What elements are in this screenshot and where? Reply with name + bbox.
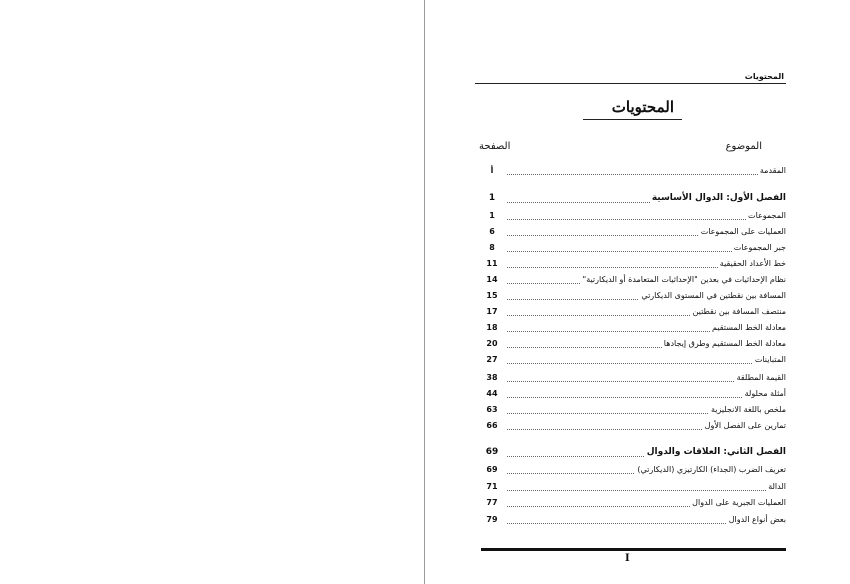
running-header: المحتويات <box>744 72 784 81</box>
toc-entry[interactable] <box>485 227 786 239</box>
toc-entry-page: 38 <box>486 373 498 382</box>
toc-entry-label: تعريف الضرب (الجداء) الكارتيزي (الديكارتي) <box>637 465 786 474</box>
toc-entry-page: 18 <box>486 323 498 332</box>
toc-entry-label: معادلة الخط المستقيم <box>712 323 786 332</box>
toc-entry-label: ملخص باللغة الانجليزية <box>710 405 786 414</box>
toc-entry[interactable] <box>485 243 786 255</box>
dot-leader <box>507 174 786 175</box>
toc-entry-page: 14 <box>486 275 498 284</box>
toc-entry-page: 8 <box>489 243 495 252</box>
toc-chapter-entry[interactable] <box>485 193 786 205</box>
toc-entry[interactable] <box>485 355 786 367</box>
left-blank-page <box>0 0 424 584</box>
toc-entry-label: معادلة الخط المستقيم وطرق إيجادها <box>663 339 786 348</box>
toc-entry-label: القيمة المطلقة <box>736 373 786 382</box>
toc-entry[interactable] <box>485 389 786 401</box>
toc-entry[interactable] <box>485 515 786 527</box>
toc-entry-label: العمليات الجبرية على الدوال <box>692 498 786 507</box>
toc-entry[interactable] <box>485 339 786 351</box>
page-number: I <box>625 553 630 564</box>
toc-entry-label: المقدمة <box>759 166 786 175</box>
toc-entry-label: المسافة بين نقطتين في المستوى الديكارتي <box>641 291 786 300</box>
toc-entry[interactable] <box>485 211 786 223</box>
toc-entry-label: المتباينات <box>754 355 786 364</box>
toc-entry[interactable] <box>485 373 786 385</box>
dot-leader <box>507 363 786 364</box>
toc-entry[interactable] <box>485 259 786 271</box>
toc-entry-page: 77 <box>486 498 498 507</box>
toc-chapter-label: الفصل الثاني: العلاقات والدوال <box>646 447 786 457</box>
toc-entry-label: تمارين على الفصل الأول <box>704 421 786 430</box>
toc-entry[interactable] <box>485 405 786 417</box>
toc-entry[interactable] <box>485 275 786 287</box>
toc-entry-page: 6 <box>489 227 495 236</box>
toc-page <box>425 0 850 584</box>
toc-entry-page: 27 <box>486 355 498 364</box>
toc-entry-page: 69 <box>486 465 498 474</box>
toc-entry-page: 63 <box>486 405 498 414</box>
toc-entry[interactable] <box>485 498 786 510</box>
toc-chapter-label: الفصل الأول: الدوال الأساسية <box>651 193 786 203</box>
toc-entry-page: 44 <box>486 389 498 398</box>
toc-entry-label: العمليات على المجموعات <box>700 227 786 236</box>
toc-entry-label: الدالة <box>768 482 786 491</box>
toc-entry[interactable] <box>485 465 786 477</box>
column-header-topic: الموضوع <box>725 141 762 152</box>
toc-entry-label: نظام الإحداثيات في بعدين "الإحداثيات المتعامدة أو الديكارتية" <box>582 275 786 284</box>
toc-entry-page: 17 <box>486 307 498 316</box>
toc-entry[interactable] <box>485 307 786 319</box>
toc-entry-page: 1 <box>489 211 495 220</box>
toc-title: المحتويات <box>611 98 674 116</box>
toc-entry-label: خط الأعداد الحقيقية <box>719 259 786 268</box>
toc-entry-label: منتصف المسافة بين نقطتين <box>692 307 786 316</box>
toc-entry-page: 71 <box>486 482 498 491</box>
toc-entry-label: جبر المجموعات <box>733 243 786 252</box>
column-header-page: الصفحة <box>479 141 511 152</box>
toc-entry-label: بعض أنواع الدوال <box>728 515 786 524</box>
toc-entry-page: 11 <box>486 259 498 268</box>
footer-rule <box>481 548 786 551</box>
dot-leader <box>507 219 786 220</box>
toc-entry-page: 79 <box>486 515 498 524</box>
header-rule <box>475 83 786 84</box>
toc-entry[interactable] <box>485 166 786 178</box>
toc-entry-page: 15 <box>486 291 498 300</box>
dot-leader <box>507 490 786 491</box>
toc-entry-page: 66 <box>486 421 498 430</box>
toc-entry-label: المجموعات <box>748 211 786 220</box>
toc-entry-page: أ <box>490 166 494 175</box>
toc-entry[interactable] <box>485 421 786 433</box>
title-underline <box>583 119 682 120</box>
toc-entry-page: 20 <box>486 339 498 348</box>
toc-entry-page: 1 <box>488 193 496 203</box>
toc-entry-page: 69 <box>485 447 499 457</box>
toc-entry[interactable] <box>485 291 786 303</box>
toc-chapter-entry[interactable] <box>485 447 786 459</box>
toc-entry[interactable] <box>485 323 786 335</box>
toc-entry-label: أمثلة محلولة <box>744 389 786 398</box>
toc-entry[interactable] <box>485 482 786 494</box>
